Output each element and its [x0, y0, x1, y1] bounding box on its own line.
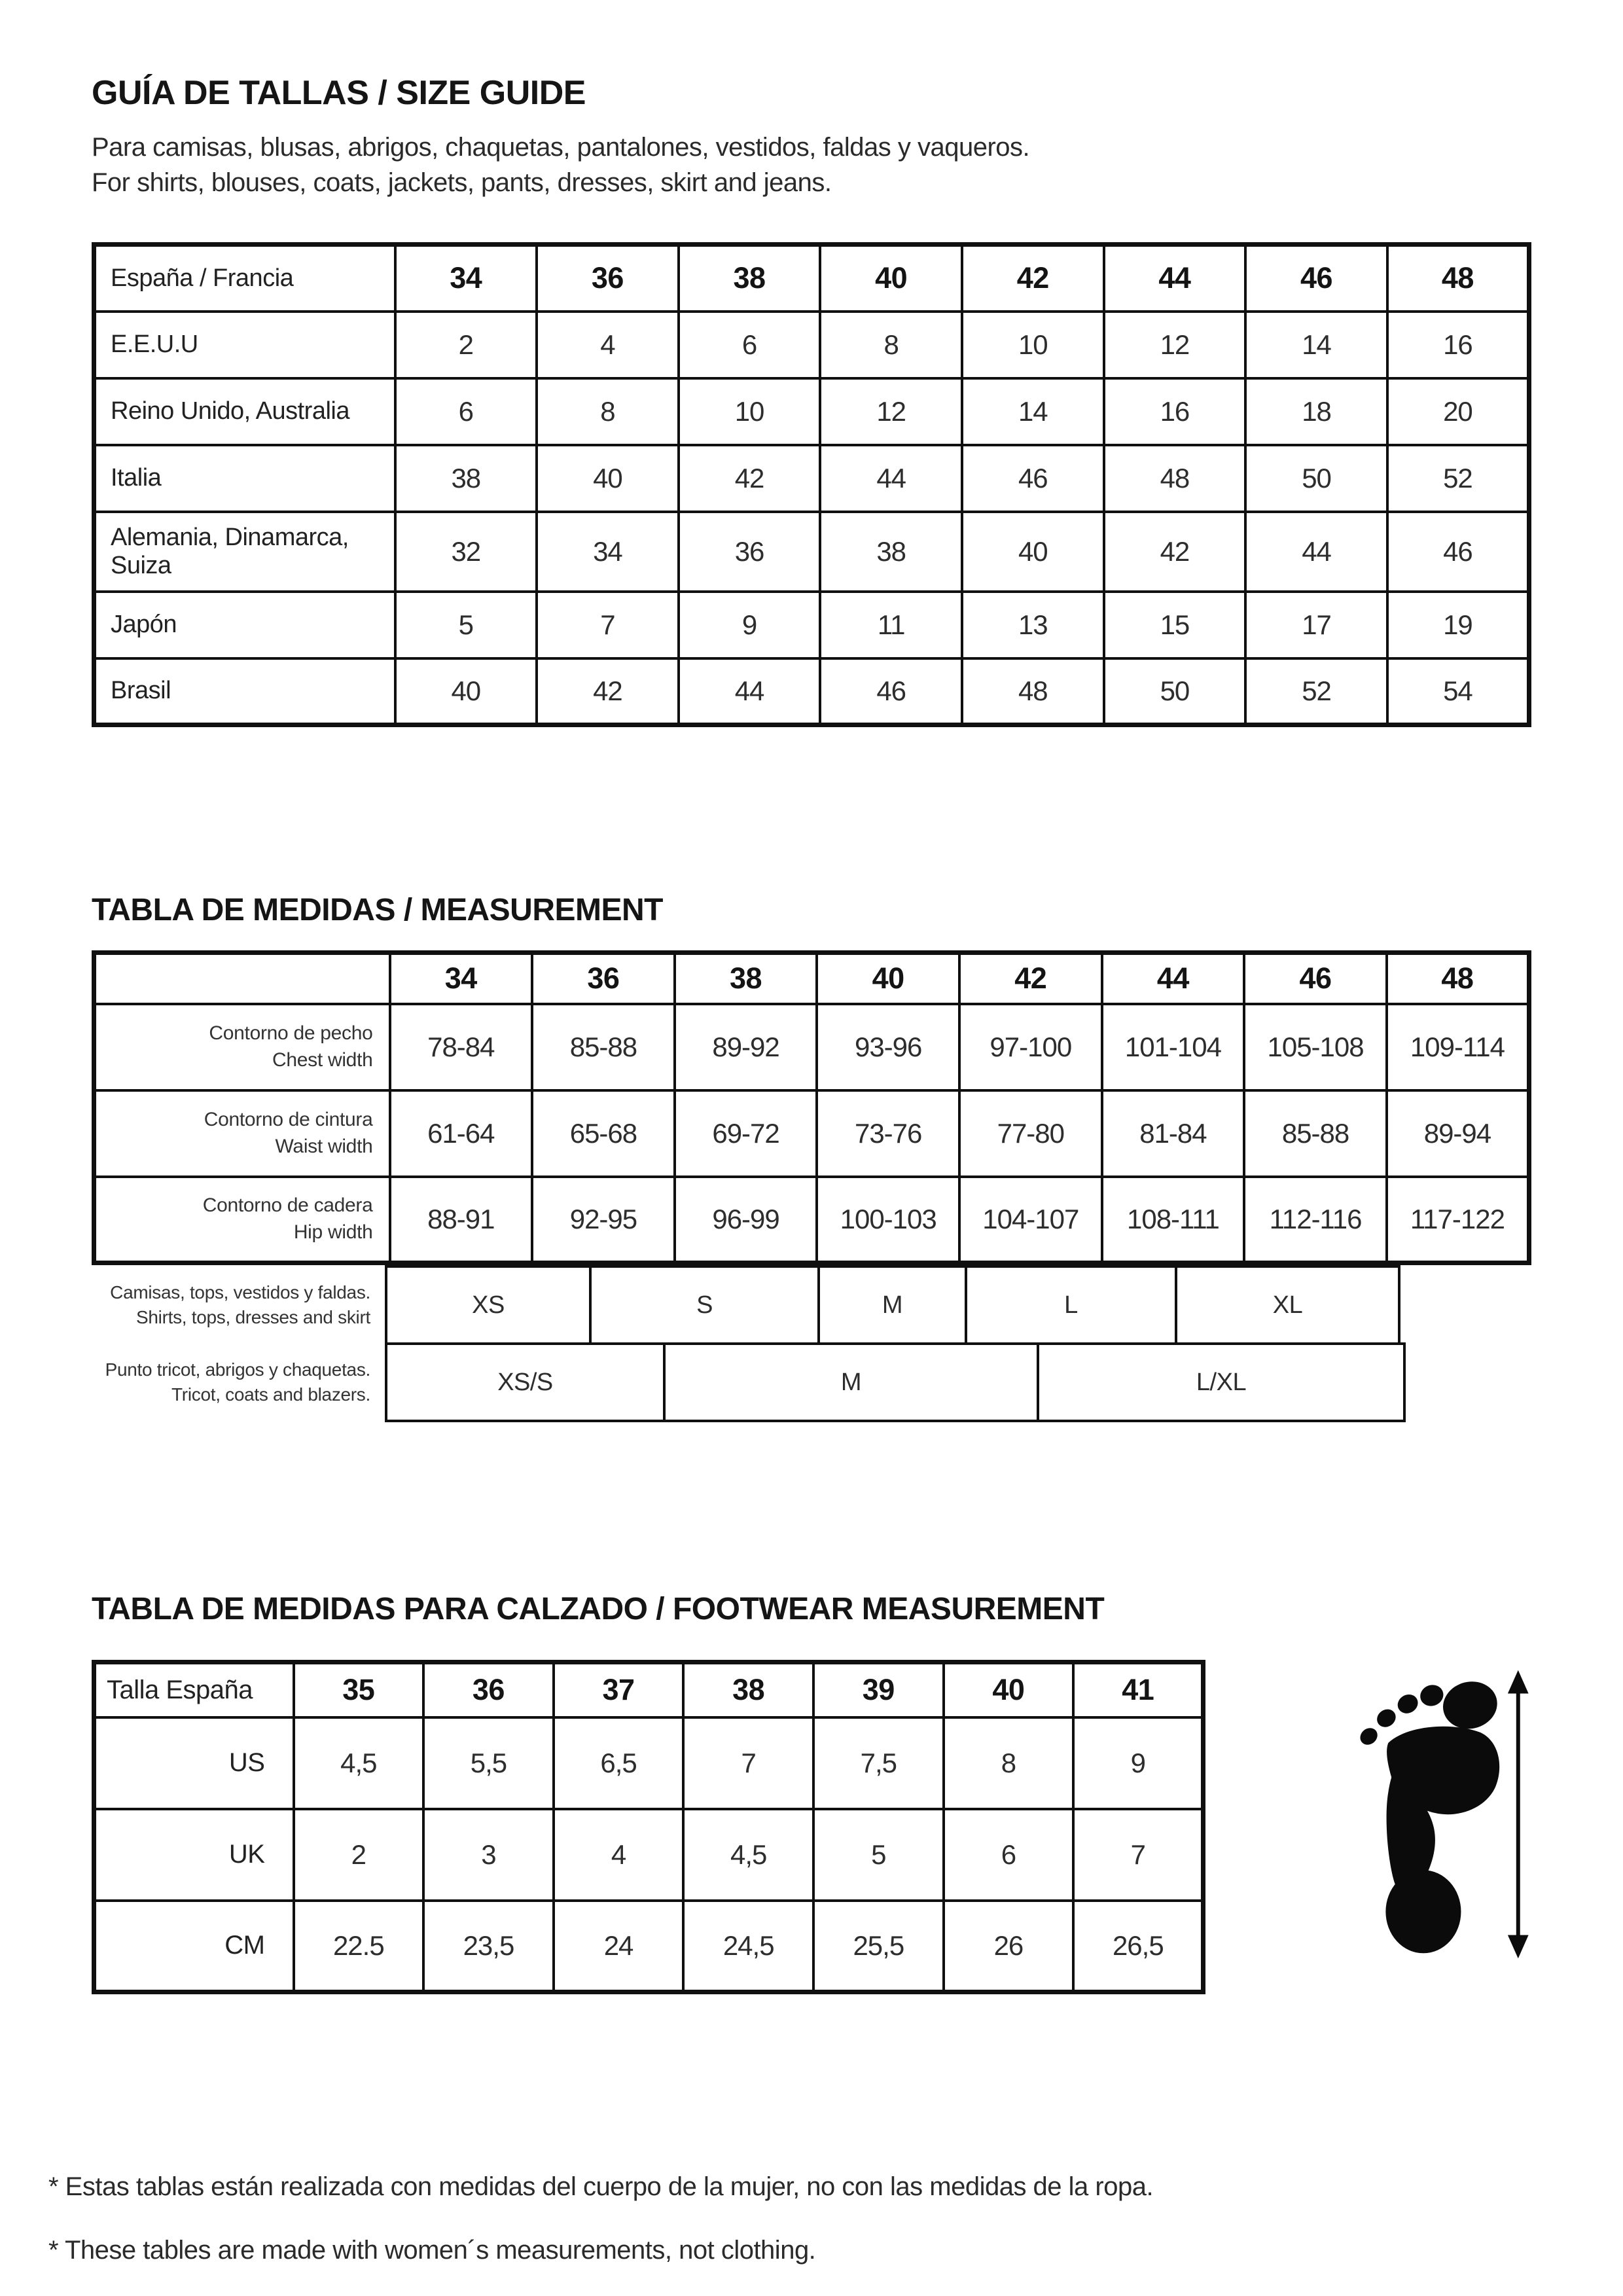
value-cell: 26	[944, 1901, 1074, 1992]
value-cell: 14	[1245, 312, 1387, 378]
size-header-cell: 36	[537, 245, 679, 312]
measurement-title: TABLA DE MEDIDAS / MEASUREMENT	[92, 893, 663, 927]
size-header-cell: 40	[944, 1662, 1074, 1717]
table-row	[94, 512, 1529, 592]
size-header-cell: 37	[554, 1662, 684, 1717]
value-cell: 24	[554, 1901, 684, 1992]
value-cell: 7	[537, 592, 679, 658]
table-row	[94, 1901, 1204, 1992]
footwear-table	[92, 1660, 1205, 1994]
table-row	[94, 1809, 1204, 1901]
value-cell: 105-108	[1244, 1004, 1387, 1090]
value-cell: 23,5	[423, 1901, 554, 1992]
row-label: E.E.U.U	[94, 312, 395, 378]
value-cell: 38	[820, 512, 962, 592]
value-cell: 69-72	[675, 1090, 817, 1177]
value-cell: 24,5	[683, 1901, 813, 1992]
value-cell: 65-68	[532, 1090, 675, 1177]
value-cell: 12	[820, 378, 962, 445]
size-header-cell: 39	[813, 1662, 944, 1717]
value-cell: 77-80	[959, 1090, 1102, 1177]
row-label-hip	[94, 1177, 390, 1263]
size-header-cell: 48	[1387, 245, 1529, 312]
value-cell: 11	[820, 592, 962, 658]
value-cell: 2	[294, 1809, 424, 1901]
value-cell: 96-99	[675, 1177, 817, 1263]
value-cell: 6,5	[554, 1717, 684, 1809]
value-cell: 8	[944, 1717, 1074, 1809]
value-cell: 5	[395, 592, 537, 658]
value-cell: 50	[1104, 658, 1246, 725]
value-cell: 42	[679, 445, 821, 512]
value-cell: 100-103	[817, 1177, 959, 1263]
row-label: Alemania, Dinamarca, Suiza	[94, 512, 395, 592]
row-label-es: Punto tricot, abrigos y chaquetas.	[105, 1359, 370, 1380]
letter-size-cell-lxl: L/XL	[1037, 1342, 1406, 1422]
value-cell: 5,5	[423, 1717, 554, 1809]
row-label-chest	[94, 1004, 390, 1090]
value-cell: 3	[423, 1809, 554, 1901]
size-header-cell: 38	[679, 245, 821, 312]
tricot-row-cells	[385, 1342, 1411, 1422]
value-cell: 32	[395, 512, 537, 592]
value-cell: 61-64	[390, 1090, 533, 1177]
value-cell: 6	[679, 312, 821, 378]
value-cell: 26,5	[1073, 1901, 1204, 1992]
tops-row-cells	[385, 1265, 1411, 1345]
intro-text-es: Para camisas, blusas, abrigos, chaquetas, pantalones, vestidos, faldas y vaqueros.	[92, 133, 1030, 162]
tops-size-row	[92, 1265, 1411, 1345]
value-cell: 12	[1104, 312, 1246, 378]
empty-corner-cell	[94, 953, 390, 1004]
value-cell: 15	[1104, 592, 1246, 658]
value-cell: 78-84	[390, 1004, 533, 1090]
value-cell: 112-116	[1244, 1177, 1387, 1263]
value-cell: 50	[1245, 445, 1387, 512]
value-cell: 92-95	[532, 1177, 675, 1263]
value-cell: 8	[537, 378, 679, 445]
table-row	[94, 378, 1529, 445]
table-row	[94, 1717, 1204, 1809]
value-cell: 20	[1387, 378, 1529, 445]
value-cell: 9	[1073, 1717, 1204, 1809]
size-header-cell: 34	[390, 953, 533, 1004]
row-label-es: Contorno de cintura	[204, 1109, 373, 1130]
intro-text-en: For shirts, blouses, coats, jackets, pants, dresses, skirt and jeans.	[92, 168, 832, 197]
value-cell: 40	[962, 512, 1104, 592]
value-cell: 22.5	[294, 1901, 424, 1992]
value-cell: 7	[683, 1717, 813, 1809]
value-cell: 42	[537, 658, 679, 725]
value-cell: 104-107	[959, 1177, 1102, 1263]
value-cell: 48	[1104, 445, 1246, 512]
footnote-es: * Estas tablas están realizada con medidas del cuerpo de la mujer, no con las medidas de la ropa.	[48, 2172, 1154, 2201]
row-label: Reino Unido, Australia	[94, 378, 395, 445]
value-cell: 46	[1387, 512, 1529, 592]
measurement-table	[92, 950, 1531, 1265]
size-header-cell: 40	[820, 245, 962, 312]
value-cell: 88-91	[390, 1177, 533, 1263]
size-header-cell: 44	[1102, 953, 1245, 1004]
value-cell: 85-88	[1244, 1090, 1387, 1177]
table-row	[94, 1177, 1529, 1263]
value-cell: 6	[944, 1809, 1074, 1901]
value-cell: 14	[962, 378, 1104, 445]
row-label-en: Hip width	[293, 1221, 373, 1243]
value-cell: 8	[820, 312, 962, 378]
value-cell: 97-100	[959, 1004, 1102, 1090]
value-cell: 85-88	[532, 1004, 675, 1090]
value-cell: 10	[962, 312, 1104, 378]
letter-size-cell-xss: XS/S	[385, 1342, 666, 1422]
value-cell: 44	[820, 445, 962, 512]
row-label: CM	[94, 1901, 294, 1992]
value-cell: 108-111	[1102, 1177, 1245, 1263]
table-row	[94, 312, 1529, 378]
table-row	[94, 953, 1529, 1004]
value-cell: 34	[537, 512, 679, 592]
value-cell: 13	[962, 592, 1104, 658]
size-header-cell: 46	[1245, 245, 1387, 312]
value-cell: 7,5	[813, 1717, 944, 1809]
row-label: Italia	[94, 445, 395, 512]
footnote-en: * These tables are made with women´s measurements, not clothing.	[48, 2236, 816, 2265]
size-header-cell: 40	[817, 953, 959, 1004]
value-cell: 89-94	[1387, 1090, 1529, 1177]
value-cell: 48	[962, 658, 1104, 725]
value-cell: 109-114	[1387, 1004, 1529, 1090]
table-row	[94, 658, 1529, 725]
value-cell: 19	[1387, 592, 1529, 658]
row-label: US	[94, 1717, 294, 1809]
value-cell: 40	[537, 445, 679, 512]
size-conversion-table	[92, 242, 1531, 727]
value-cell: 46	[820, 658, 962, 725]
size-header-cell: 41	[1073, 1662, 1204, 1717]
value-cell: 4	[554, 1809, 684, 1901]
row-label: Japón	[94, 592, 395, 658]
value-cell: 9	[679, 592, 821, 658]
length-arrow-icon	[1508, 1670, 1529, 1958]
tricot-row-label	[92, 1342, 385, 1422]
size-header-cell: 38	[683, 1662, 813, 1717]
row-label-waist	[94, 1090, 390, 1177]
value-cell: 52	[1245, 658, 1387, 725]
table-row	[94, 1004, 1529, 1090]
letter-size-cell-xl: XL	[1175, 1265, 1400, 1345]
value-cell: 54	[1387, 658, 1529, 725]
value-cell: 10	[679, 378, 821, 445]
value-cell: 44	[1245, 512, 1387, 592]
size-header-cell: 38	[675, 953, 817, 1004]
value-cell: 89-92	[675, 1004, 817, 1090]
tricot-size-row	[92, 1342, 1411, 1422]
value-cell: 25,5	[813, 1901, 944, 1992]
letter-size-cell-m: M	[663, 1342, 1039, 1422]
size-header-cell: 48	[1387, 953, 1529, 1004]
value-cell: 81-84	[1102, 1090, 1245, 1177]
value-cell: 36	[679, 512, 821, 592]
size-header-cell: 36	[532, 953, 675, 1004]
value-cell: 17	[1245, 592, 1387, 658]
row-label: UK	[94, 1809, 294, 1901]
row-label-en: Tricot, coats and blazers.	[171, 1384, 370, 1405]
size-header-cell: 44	[1104, 245, 1246, 312]
size-header-cell: 34	[395, 245, 537, 312]
row-label-es: Contorno de pecho	[209, 1022, 373, 1044]
page-title: GUÍA DE TALLAS / SIZE GUIDE	[92, 74, 586, 112]
value-cell: 4,5	[683, 1809, 813, 1901]
value-cell: 73-76	[817, 1090, 959, 1177]
row-label: Brasil	[94, 658, 395, 725]
size-header-cell: 35	[294, 1662, 424, 1717]
row-label-en: Waist width	[275, 1135, 373, 1157]
footwear-section	[92, 1660, 1531, 1994]
value-cell: 16	[1104, 378, 1246, 445]
footprint-icon	[1336, 1664, 1531, 1965]
value-cell: 4,5	[294, 1717, 424, 1809]
value-cell: 6	[395, 378, 537, 445]
value-cell: 52	[1387, 445, 1529, 512]
table-row	[94, 245, 1529, 312]
letter-size-cell-xs: XS	[385, 1265, 592, 1345]
size-header-cell: 46	[1244, 953, 1387, 1004]
row-label-es: Camisas, tops, vestidos y faldas.	[110, 1282, 370, 1303]
row-label: Talla España	[94, 1662, 294, 1717]
value-cell: 7	[1073, 1809, 1204, 1901]
value-cell: 46	[962, 445, 1104, 512]
letter-size-cell-l: L	[965, 1265, 1177, 1345]
value-cell: 18	[1245, 378, 1387, 445]
value-cell: 4	[537, 312, 679, 378]
row-label: España / Francia	[94, 245, 395, 312]
size-header-cell: 42	[962, 245, 1104, 312]
row-label-es: Contorno de cadera	[202, 1194, 373, 1217]
size-header-cell: 42	[959, 953, 1102, 1004]
footwear-title: TABLA DE MEDIDAS PARA CALZADO / FOOTWEAR MEASUREMENT	[92, 1592, 1105, 1626]
value-cell: 40	[395, 658, 537, 725]
size-header-cell: 36	[423, 1662, 554, 1717]
value-cell: 93-96	[817, 1004, 959, 1090]
row-label-en: Shirts, tops, dresses and skirt	[136, 1307, 370, 1327]
value-cell: 38	[395, 445, 537, 512]
row-label-en: Chest width	[272, 1049, 373, 1071]
tops-row-label	[92, 1265, 385, 1345]
value-cell: 2	[395, 312, 537, 378]
value-cell: 5	[813, 1809, 944, 1901]
letter-size-cell-s: S	[589, 1265, 820, 1345]
value-cell: 101-104	[1102, 1004, 1245, 1090]
table-row	[94, 1090, 1529, 1177]
table-row	[94, 592, 1529, 658]
table-row	[94, 445, 1529, 512]
letter-size-cell-m: M	[817, 1265, 967, 1345]
table-row	[94, 1662, 1204, 1717]
value-cell: 16	[1387, 312, 1529, 378]
value-cell: 117-122	[1387, 1177, 1529, 1263]
value-cell: 42	[1104, 512, 1246, 592]
value-cell: 44	[679, 658, 821, 725]
